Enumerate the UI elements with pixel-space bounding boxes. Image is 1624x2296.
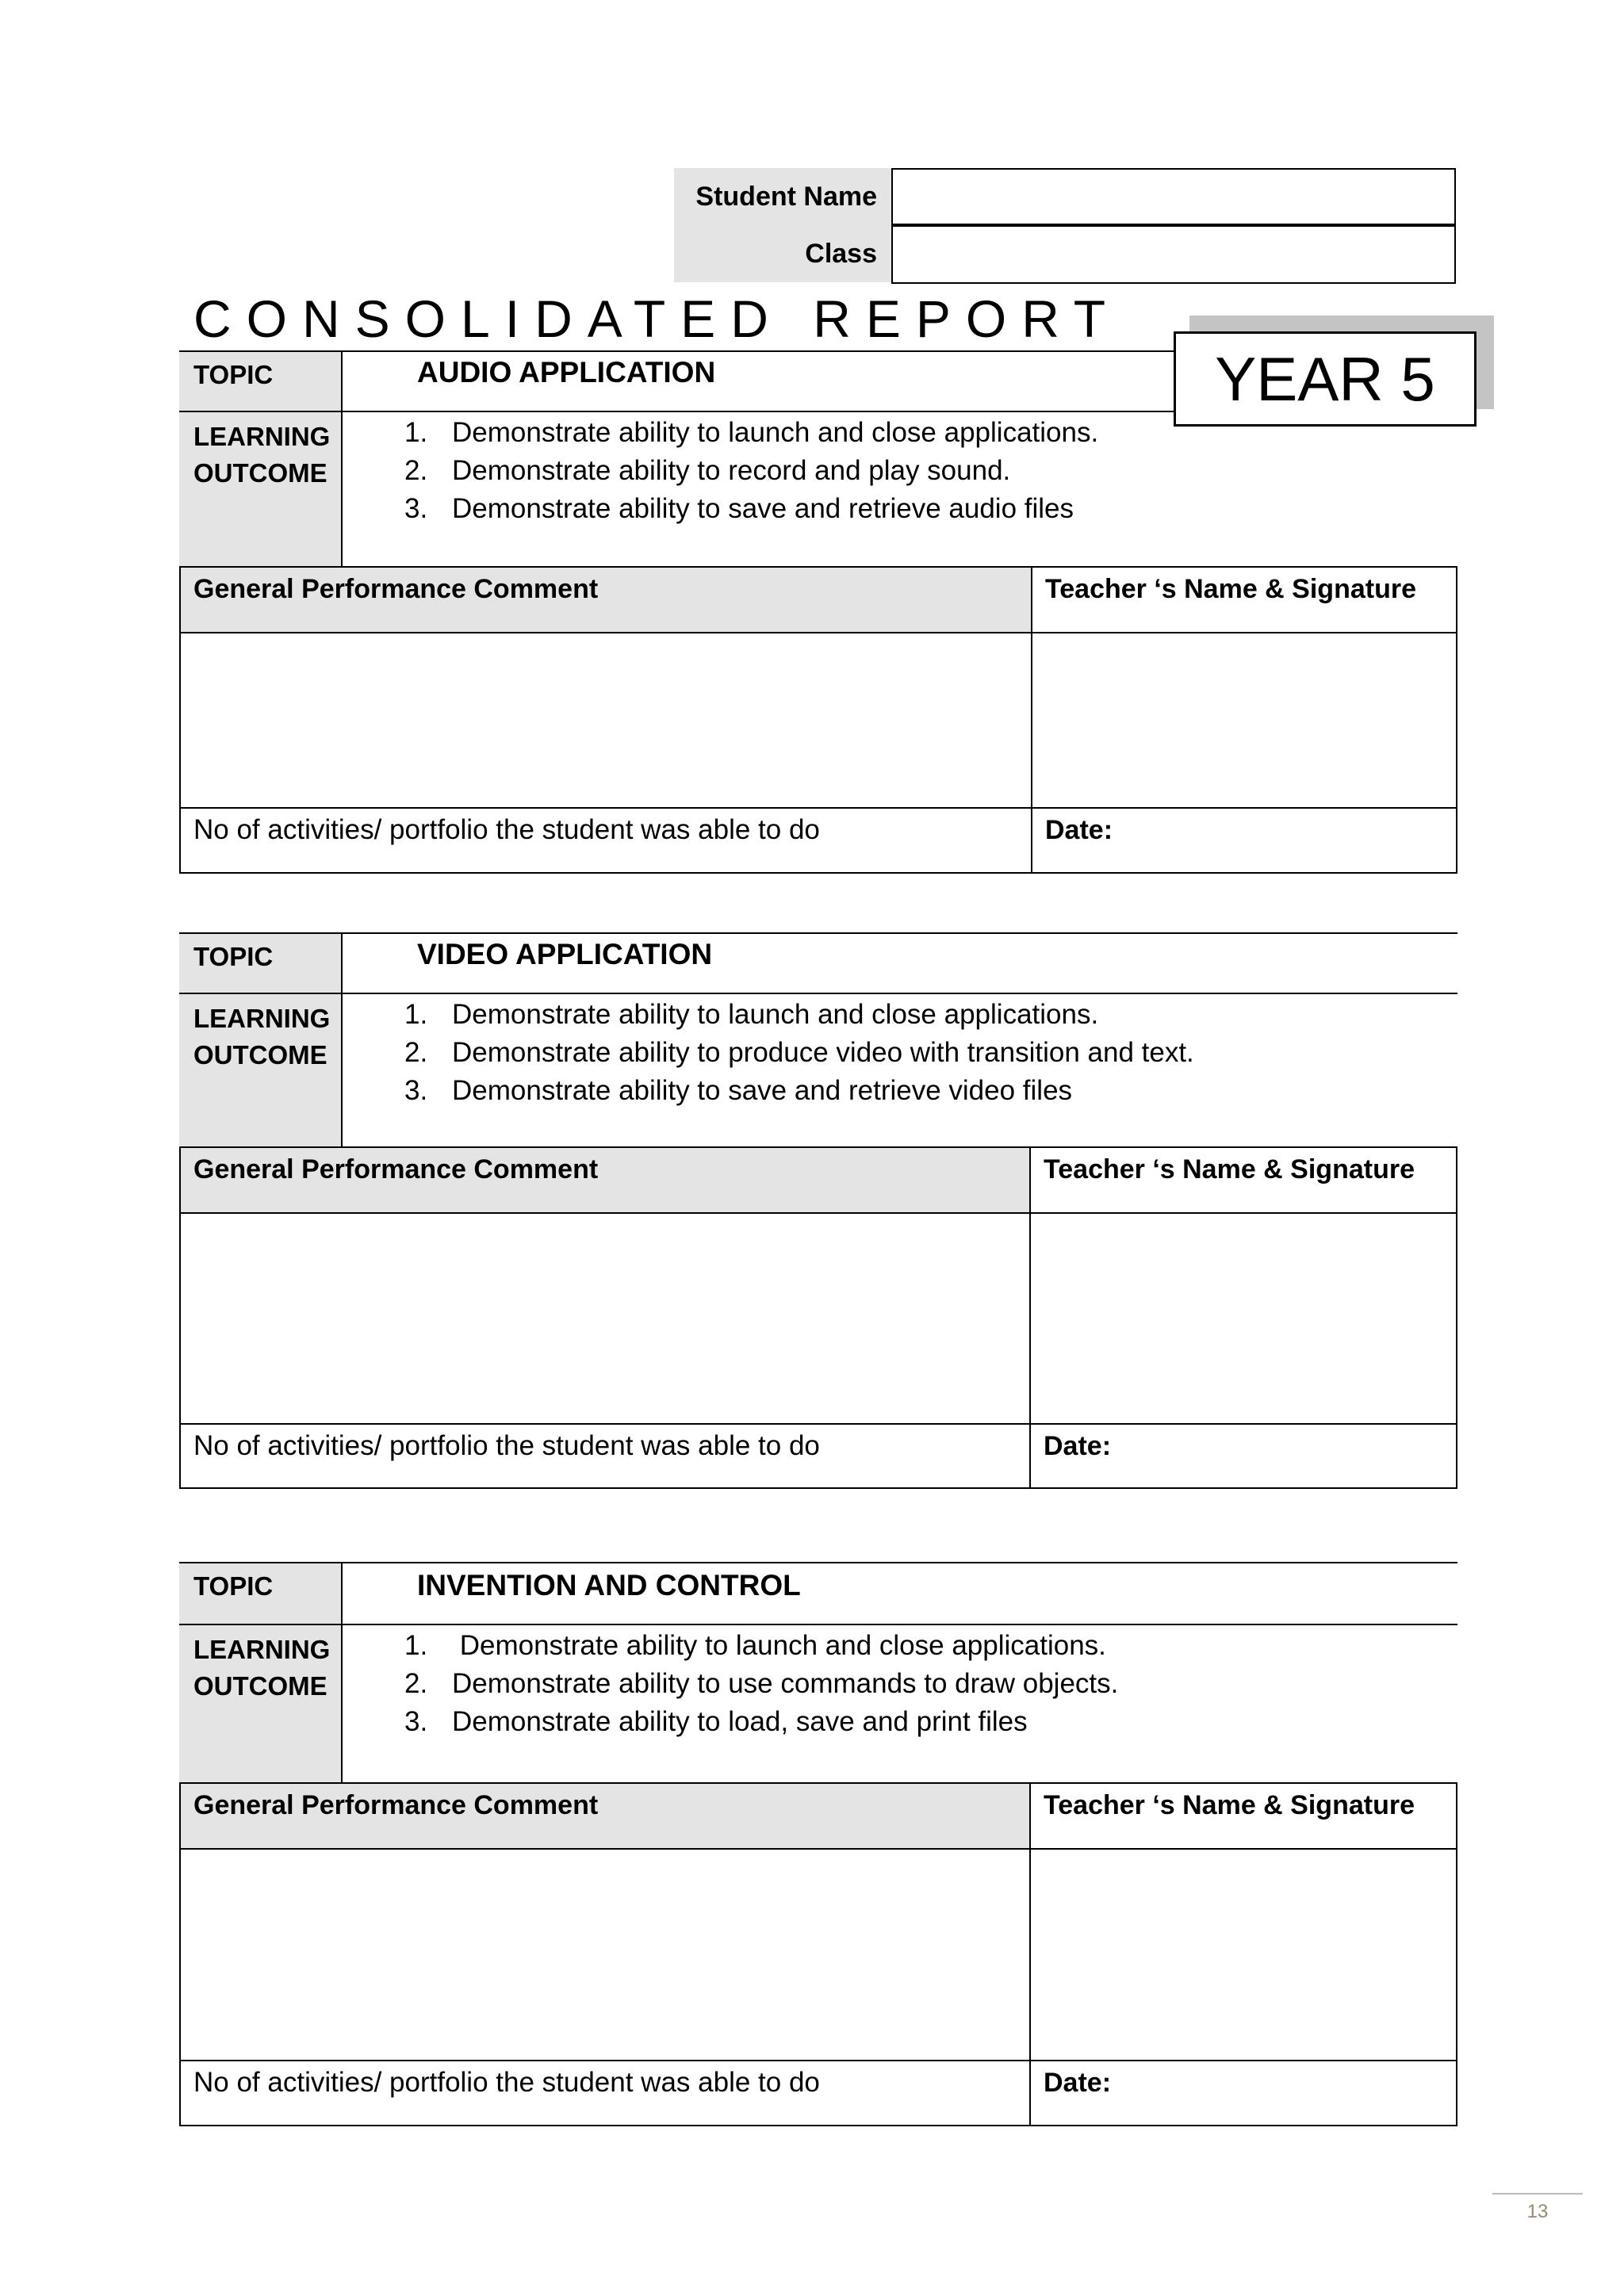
topic-title: AUDIO APPLICATION [417, 356, 716, 388]
student-name-field[interactable] [891, 168, 1456, 225]
list-item: 3. Demonstrate ability to load, save and print files [404, 1706, 1028, 1737]
activities-label: No of activities/ portfolio the student was able to do [193, 814, 820, 845]
topic-title: VIDEO APPLICATION [417, 938, 713, 970]
divider [179, 932, 1457, 934]
general-comment-field[interactable] [182, 1215, 1028, 1422]
general-comment-header: General Performance Comment [193, 574, 599, 604]
topic-label: TOPIC [193, 942, 274, 971]
learning-outcome-label: LEARNING OUTCOME [193, 422, 331, 488]
date-label: Date: [1044, 2068, 1112, 2098]
teacher-signature-field[interactable] [1032, 1215, 1454, 1422]
list-item: 3. Demonstrate ability to save and retrieve audio files [404, 493, 1074, 524]
teacher-signature-field[interactable] [1034, 634, 1454, 806]
divider [179, 1848, 1457, 1850]
learning-outcome-label: LEARNING OUTCOME [193, 1635, 331, 1701]
topic-label: TOPIC [193, 1571, 274, 1601]
learning-outcomes-list [404, 996, 1194, 1110]
divider [179, 1212, 1457, 1214]
list-item: 2. Demonstrate ability to use commands to draw objects. [404, 1668, 1119, 1699]
learning-outcomes-list [404, 1627, 1118, 1741]
teacher-signature-header: Teacher ‘s Name & Signature [1044, 1154, 1415, 1184]
report-title: CONSOLIDATED REPORT [193, 289, 1121, 348]
page-number: 13 [1526, 2201, 1549, 2222]
divider [341, 932, 343, 1148]
list-item: 1. Demonstrate ability to launch and close applications. [404, 417, 1099, 448]
divider [179, 1624, 1457, 1625]
teacher-signature-header: Teacher ‘s Name & Signature [1045, 574, 1416, 604]
year-badge: YEAR 5 [1174, 331, 1477, 427]
list-item: 2. Demonstrate ability to produce video with transition and text. [404, 1037, 1194, 1068]
topic-label: TOPIC [193, 360, 274, 389]
date-label: Date: [1045, 815, 1113, 845]
general-comment-field[interactable] [182, 634, 1029, 806]
footer-rule [1492, 2193, 1583, 2195]
class-label: Class [674, 225, 891, 282]
divider [179, 632, 1457, 633]
activities-label: No of activities/ portfolio the student was able to do [193, 2067, 820, 2098]
divider [341, 1562, 343, 1784]
general-comment-header: General Performance Comment [193, 1790, 599, 1820]
teacher-signature-header: Teacher ‘s Name & Signature [1044, 1790, 1415, 1820]
general-comment-header: General Performance Comment [193, 1154, 599, 1184]
learning-outcomes-list [404, 414, 1098, 528]
divider [179, 993, 1457, 994]
class-field[interactable] [891, 225, 1456, 284]
teacher-signature-field[interactable] [1032, 1850, 1454, 2058]
topic-title: INVENTION AND CONTROL [417, 1569, 801, 1601]
date-label: Date: [1044, 1431, 1112, 1461]
list-item: 3. Demonstrate ability to save and retrieve video files [404, 1075, 1073, 1106]
learning-outcome-label: LEARNING OUTCOME [193, 1004, 331, 1070]
list-item: 2. Demonstrate ability to record and play sound. [404, 455, 1011, 486]
student-name-label: Student Name [674, 168, 891, 225]
divider [179, 1562, 1457, 1563]
list-item: 1. Demonstrate ability to launch and close applications. [404, 999, 1099, 1030]
divider [341, 350, 343, 568]
activities-label: No of activities/ portfolio the student was able to do [193, 1430, 820, 1461]
list-item: 1. Demonstrate ability to launch and close applications. [404, 1630, 1106, 1661]
general-comment-field[interactable] [182, 1850, 1028, 2058]
